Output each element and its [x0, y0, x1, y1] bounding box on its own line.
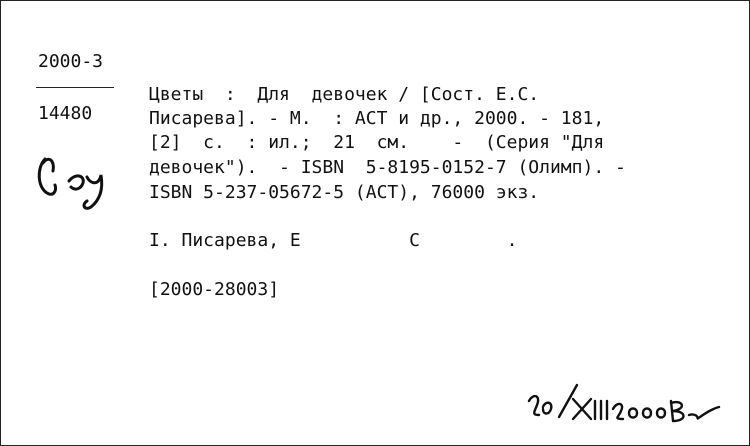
record-line-5: ISBN 5-237-05672-5 (АСТ), 76000 экз. [149, 182, 540, 203]
divider-line [36, 87, 114, 88]
bottom-code: [2000-28003] [149, 279, 280, 300]
added-entry: I. Писарева, Е С . [149, 230, 518, 251]
record-line-1: Цветы : Для девочек / [Сост. Е.С. [149, 84, 540, 105]
card-number: 14480 [38, 103, 93, 124]
card-code: 2000-3 [38, 51, 104, 72]
record-line-2: Писарева]. - М. : АСТ и др., 2000. - 181, [149, 108, 605, 129]
record-line-4: девочек"). - ISBN 5-8195-0152-7 (Олимп). - [149, 157, 626, 178]
record-line-3: [2] с. : ил.; 21 см. - (Серия "Для [149, 132, 605, 153]
handwritten-mark [35, 141, 125, 221]
handwritten-date [521, 379, 731, 439]
